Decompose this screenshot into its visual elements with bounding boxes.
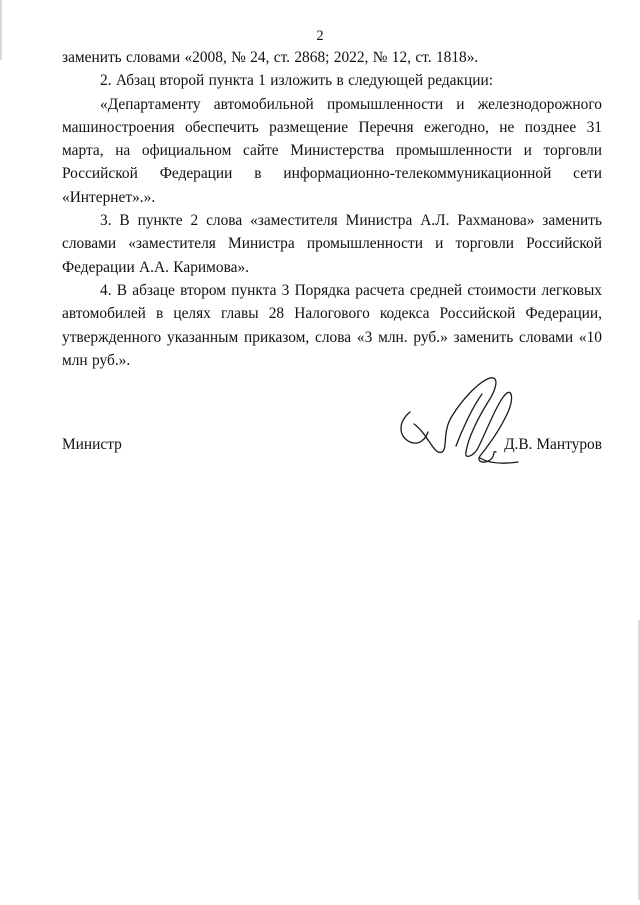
paragraph-item-4: 4. В абзаце втором пункта 3 Порядка расчета средней стоимости легковых автомобилей в целях главы 28 Налогового кодекса Российской Федерации, утвержденного указанным приказом, слова «3 млн. руб.» заменить словами «10 млн руб.». <box>62 281 602 369</box>
signatory-title: Министр <box>62 436 122 453</box>
paragraph-continuation: заменить словами «2008, № 24, ст. 2868; 2022, № 12, ст. 1818». <box>62 49 479 66</box>
signatory-name: Д.В. Мантуров <box>504 436 602 453</box>
paragraph-item-2: 2. Абзац второй пункта 1 изложить в следующей редакции: <box>100 72 493 90</box>
paragraph-quoted-text: «Департаменту автомобильной промышленности и железнодорожного машиностроения обеспечить размещение Перечня ежегодно, не позднее 31 марта, на официальном сайте Министерства промышленности и торговли Российской Федерации в информационно-телекоммуникационной сети «Интернет».». <box>62 95 602 206</box>
signature-stroke-main <box>414 378 511 462</box>
paragraph-item-3: 3. В пункте 2 слова «заместителя Министра А.Л. Рахманова» заменить словами «заместителя Министра промышленности и торговли Российской Федерации А.А. Каримова». <box>62 212 602 276</box>
handwritten-signature <box>396 372 521 468</box>
signature-block <box>62 435 602 465</box>
page-number: 2 <box>316 28 324 44</box>
signature-stroke-outer-loop <box>401 412 428 443</box>
document-body <box>62 46 602 372</box>
page-edge-shadow-top-left <box>0 0 2 60</box>
